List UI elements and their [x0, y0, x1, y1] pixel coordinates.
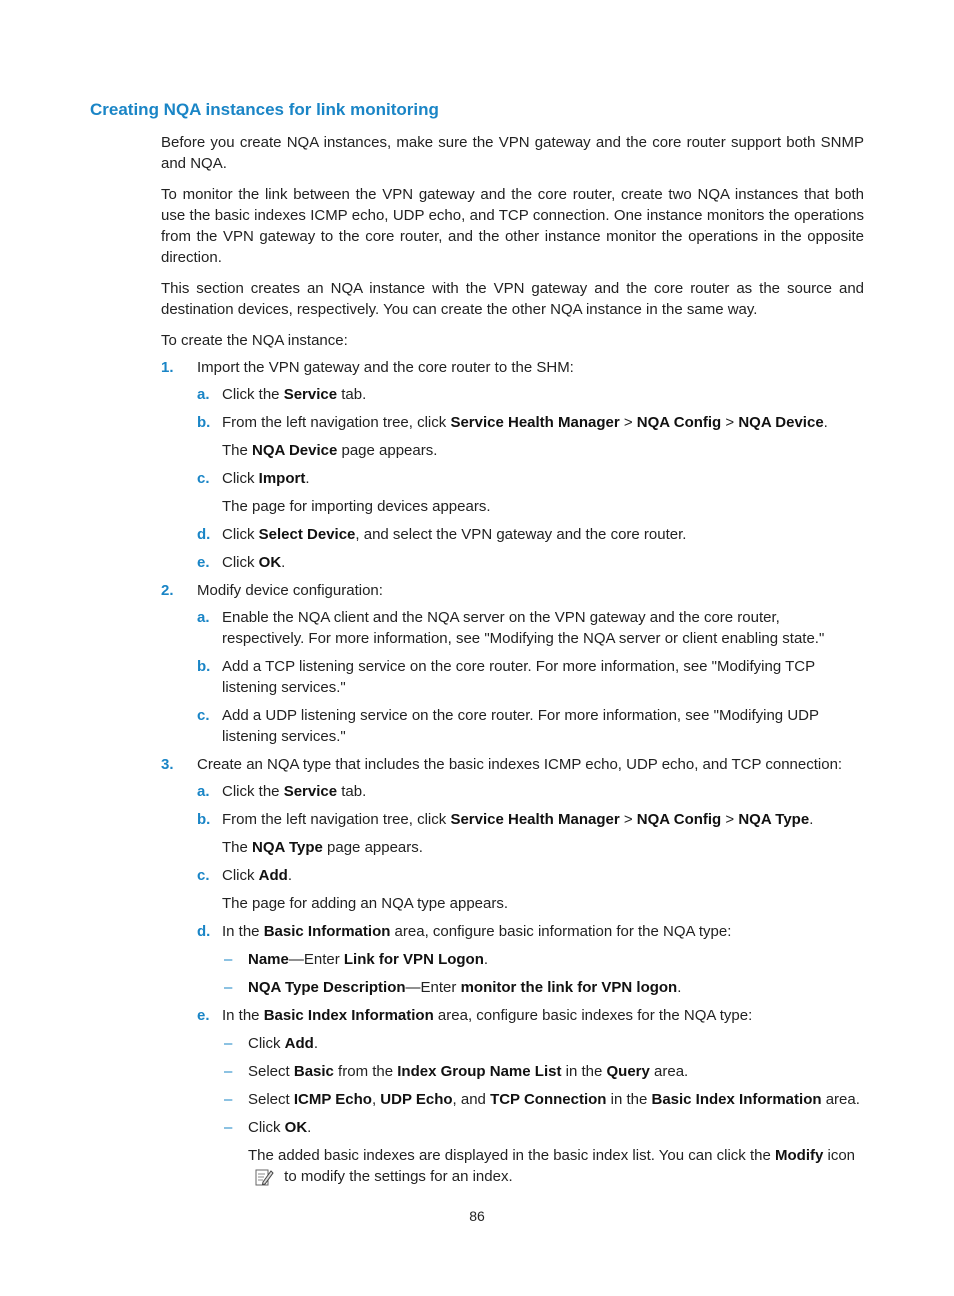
text: > — [619, 414, 637, 431]
ui-term: NQA Device — [252, 442, 338, 459]
text: area. — [649, 1063, 689, 1080]
result-note — [222, 837, 864, 858]
dash-mark: – — [224, 951, 233, 968]
substep-letter: a. — [197, 609, 210, 626]
dash-mark: – — [224, 1063, 233, 1080]
text: > — [619, 811, 637, 828]
ui-term: NQA Type — [252, 839, 323, 856]
substep — [197, 809, 864, 858]
ui-term: Basic Information — [263, 923, 391, 940]
step-number: 2. — [161, 582, 174, 599]
text: area, configure basic information for the NQA type: — [390, 923, 732, 940]
substep — [197, 607, 864, 649]
text: Select — [248, 1091, 294, 1108]
result-note — [248, 1145, 864, 1187]
ui-term: Add — [258, 867, 288, 884]
text: The — [222, 839, 253, 856]
text: . — [823, 414, 828, 431]
substep — [197, 656, 864, 698]
dash-item — [222, 1033, 864, 1054]
text: Click — [222, 526, 259, 543]
substep-letter: a. — [197, 386, 210, 403]
ui-term: OK — [284, 1119, 308, 1136]
text: . — [307, 1119, 312, 1136]
substep — [197, 524, 864, 545]
ui-term: Basic Index Information — [263, 1007, 434, 1024]
section-body — [161, 132, 864, 1194]
substep-list — [197, 781, 864, 1187]
text: area. — [821, 1091, 860, 1108]
substep — [197, 552, 864, 573]
substep — [197, 468, 864, 517]
step-list — [161, 357, 864, 1187]
text: to modify the settings for an index. — [280, 1168, 513, 1185]
text: tab. — [337, 386, 367, 403]
ui-term: NQA Type — [738, 811, 810, 828]
result-note: The page for importing devices appears. — [222, 498, 491, 515]
substep-list — [197, 607, 864, 747]
substep — [197, 412, 864, 461]
ui-term: NQA Type Description — [248, 979, 406, 996]
text: Click the — [222, 386, 284, 403]
text: . — [287, 867, 293, 884]
substep-letter: b. — [197, 658, 211, 675]
ui-term: ICMP Echo — [293, 1091, 372, 1108]
dash-mark: – — [224, 1035, 233, 1052]
ui-term: Index Group Name List — [397, 1063, 562, 1080]
text: . — [281, 554, 286, 571]
ui-term: Service Health Manager — [450, 811, 620, 828]
substep — [197, 384, 864, 405]
text: Click — [222, 867, 259, 884]
step-3 — [161, 754, 864, 1187]
text: . — [305, 470, 310, 487]
substep — [197, 705, 864, 747]
text: from the — [333, 1063, 398, 1080]
text: , — [371, 1091, 381, 1108]
text: in the — [606, 1091, 652, 1108]
text: . — [483, 951, 489, 968]
paragraph: Before you create NQA instances, make sure the VPN gateway and the core router support both SNMP and NQA. — [161, 134, 864, 172]
ui-term: Query — [606, 1063, 650, 1080]
ui-term: Name — [248, 951, 289, 968]
step-text: Import the VPN gateway and the core router to the SHM: — [197, 359, 574, 376]
substep-letter: a. — [197, 783, 210, 800]
dash-item — [222, 1061, 864, 1082]
text: page appears. — [337, 442, 438, 459]
text: —Enter — [288, 951, 344, 968]
ui-term: OK — [258, 554, 282, 571]
text: Add a UDP listening service on the core router. For more information, see "Modifying UDP listening services." — [222, 707, 819, 745]
step-2 — [161, 580, 864, 747]
dash-item — [222, 1117, 864, 1187]
substep — [197, 921, 864, 998]
text: Click — [248, 1119, 285, 1136]
ui-term: TCP Connection — [490, 1091, 607, 1108]
ui-term: NQA Config — [636, 414, 722, 431]
substep — [197, 865, 864, 914]
step-text: Create an NQA type that includes the basic indexes ICMP echo, UDP echo, and TCP connection: — [197, 756, 843, 773]
paragraph: To monitor the link between the VPN gateway and the core router, create two NQA instances that both use the basic indexes ICMP echo, UDP echo, and TCP connection. One instance monitors the operations from the VPN gateway to the core router, and the other instance monitor the operations in the opposite direction. — [161, 186, 864, 266]
ui-term: Service — [283, 783, 338, 800]
dash-mark: – — [224, 1119, 233, 1136]
text: , and select the VPN gateway and the core router. — [355, 526, 687, 543]
ui-term: Basic Index Information — [651, 1091, 822, 1108]
ui-term: Basic — [293, 1063, 334, 1080]
text: , and — [452, 1091, 491, 1108]
paragraph: This section creates an NQA instance with the VPN gateway and the core router as the source and destination devices, respectively. You can create the other NQA instance in the same way. — [161, 280, 864, 318]
result-note — [222, 440, 864, 461]
text: —Enter — [405, 979, 461, 996]
substep-letter: d. — [197, 923, 211, 940]
text: page appears. — [322, 839, 423, 856]
ui-term: Add — [284, 1035, 314, 1052]
ui-term: Modify — [775, 1147, 824, 1164]
section-heading: Creating NQA instances for link monitoring — [90, 100, 439, 119]
ui-term: Service — [283, 386, 338, 403]
dash-item — [222, 1089, 864, 1110]
text: Select — [248, 1063, 294, 1080]
substep — [197, 781, 864, 802]
dash-list — [222, 949, 864, 998]
substep-letter: e. — [197, 554, 210, 571]
text: area, configure basic indexes for the NQA type: — [433, 1007, 753, 1024]
text: Click the — [222, 783, 284, 800]
step-1 — [161, 357, 864, 573]
ui-term: Link for VPN Logon — [343, 951, 484, 968]
dash-mark: – — [224, 1091, 233, 1108]
text: > — [721, 414, 739, 431]
text: tab. — [337, 783, 367, 800]
substep-list — [197, 384, 864, 573]
text: in the — [561, 1063, 607, 1080]
text: Click — [222, 470, 259, 487]
text: From the left navigation tree, click — [222, 414, 451, 431]
substep — [197, 1005, 864, 1187]
text: The — [222, 442, 253, 459]
substep-letter: c. — [197, 707, 210, 724]
substep-letter: b. — [197, 414, 211, 431]
step-text: Modify device configuration: — [197, 582, 383, 599]
substep-letter: e. — [197, 1007, 210, 1024]
text: . — [809, 811, 814, 828]
text: In the — [222, 1007, 264, 1024]
dash-item — [222, 977, 864, 998]
text: Enable the NQA client and the NQA server on the VPN gateway and the core router, respectively. For more information, see "Modifying the NQA server or client enabling state." — [222, 609, 825, 647]
text: > — [721, 811, 739, 828]
ui-term: NQA Config — [636, 811, 722, 828]
dash-item — [222, 949, 864, 970]
ui-term: monitor the link for VPN logon — [460, 979, 678, 996]
ui-term: UDP Echo — [380, 1091, 453, 1108]
text: The added basic indexes are displayed in the basic index list. You can click the — [248, 1147, 775, 1164]
result-note: The page for adding an NQA type appears. — [222, 895, 509, 912]
text: icon — [823, 1147, 856, 1164]
substep-letter: c. — [197, 470, 210, 487]
ui-term: Service Health Manager — [450, 414, 620, 431]
substep-letter: b. — [197, 811, 211, 828]
step-number: 1. — [161, 359, 174, 376]
substep-letter: c. — [197, 867, 210, 884]
ui-term: Select Device — [258, 526, 356, 543]
paragraph: To create the NQA instance: — [161, 332, 348, 349]
text: From the left navigation tree, click — [222, 811, 451, 828]
text: Click — [248, 1035, 285, 1052]
text: . — [313, 1035, 319, 1052]
dash-list — [222, 1033, 864, 1187]
substep-letter: d. — [197, 526, 211, 543]
ui-term: NQA Device — [738, 414, 824, 431]
ui-term: Import — [258, 470, 306, 487]
text: Click — [222, 554, 259, 571]
text: . — [677, 979, 682, 996]
edit-icon — [254, 1167, 274, 1187]
text: Add a TCP listening service on the core router. For more information, see "Modifying TCP listening services." — [222, 658, 815, 696]
dash-mark: – — [224, 979, 233, 996]
text: In the — [222, 923, 264, 940]
step-number: 3. — [161, 756, 174, 773]
page-number: 86 — [469, 1208, 485, 1224]
